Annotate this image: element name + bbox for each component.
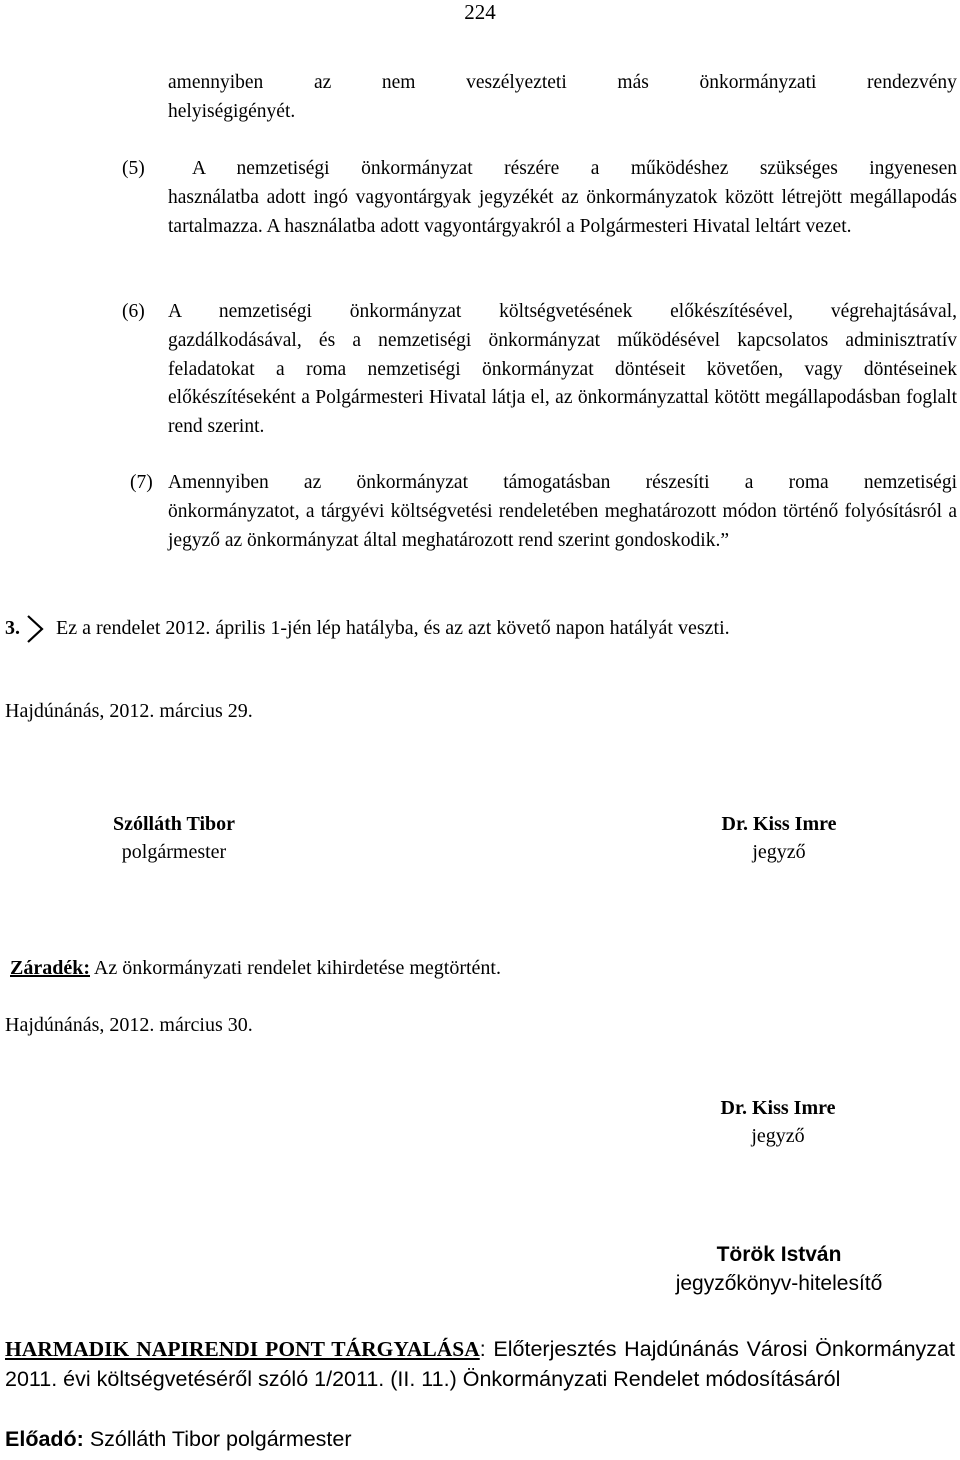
signer-title: jegyző (752, 841, 806, 863)
signer-title: jegyző (751, 1125, 805, 1147)
paragraph-continuation (168, 69, 957, 98)
word: az (313, 72, 332, 93)
word: nem (381, 72, 416, 93)
signer-title: jegyzőkönyv-hitelesítő (675, 1272, 883, 1295)
signature-right (679, 810, 879, 866)
paragraph-7-number: (7) (130, 472, 153, 493)
section-3-text: Ez a rendelet 2012. április 1-jén lép hatályba, és az azt követő napon hatályát veszti. (56, 617, 730, 639)
word: más (617, 72, 649, 93)
paragraph-6-first-line: A nemzetiségi önkormányzat költségvetésének előkészítésével, végrehajtásával, (168, 301, 957, 322)
clause-label: Záradék: (10, 957, 90, 979)
paragraph-5-first-line: A nemzetiségi önkormányzat részére a működéshez szükséges ingyenesen (192, 158, 957, 179)
word: önkormányzati (699, 72, 817, 93)
word: amennyiben (168, 72, 264, 93)
word: rendezvény (867, 72, 957, 93)
agenda-item (5, 1334, 955, 1394)
agenda-heading: HARMADIK NAPIRENDI PONT TÁRGYALÁSA (5, 1337, 480, 1361)
page-number: 224 (464, 0, 496, 24)
signer-name: Török István (716, 1243, 842, 1266)
section-sign-icon (24, 614, 46, 644)
presenter-name: Szólláth Tibor polgármester (83, 1427, 352, 1451)
word: veszélyezteti (466, 72, 567, 93)
signature-left (74, 810, 274, 866)
signer-title: polgármester (121, 841, 227, 863)
agenda-text: Előterjesztés Hajdúnánás Városi Önkormányzat 2011. évi költségvetéséről szóló 1/2011. (II. 11.) Önkormányzati Rendelet módosításáról (5, 1337, 955, 1391)
signer-name: Dr. Kiss Imre (721, 813, 837, 835)
agenda-presenter (5, 1424, 955, 1454)
signer-name: Szólláth Tibor (112, 813, 236, 835)
paragraph-7-first-line: Amennyiben az önkormányzat támogatásban részesíti a roma nemzetiségi (168, 472, 957, 493)
presenter-label: Előadó: (5, 1427, 84, 1451)
paragraph-5-text: használatba adott ingó vagyontárgyak jegyzékét az önkormányzatok között létrejött megállapodás tartalmazza. A használatba adott vagyontárgyakról a Polgármesteri Hivatal leltárt vezet. (168, 187, 957, 237)
signer-name: Dr. Kiss Imre (720, 1097, 836, 1119)
paragraph-7-text: önkormányzatot, a tárgyévi költségvetési rendeletében meghatározott módon történő folyósításról a jegyző az önkormányzat által meghatározott rend szerint gondoskodik.” (168, 501, 957, 551)
section-3-number: 3. (5, 617, 20, 639)
paragraph-continuation-line2: helyiségigényét. (168, 101, 296, 122)
date-2: Hajdúnánás, 2012. március 30. (5, 1014, 253, 1036)
paragraph-6-text: gazdálkodásával, és a nemzetiségi önkormányzat működésével kapcsolatos adminisztratív feladatokat a roma nemzetiségi önkormányzat döntéseit követően, vagy döntéseinek előkészítéseként a Polgármesteri Hivatal látja el, az önkormányzattal kötött megállapodásban foglalt rend szerint. (168, 330, 957, 437)
paragraph-6-number: (6) (122, 301, 145, 322)
section-3 (5, 614, 730, 644)
clause (10, 954, 501, 983)
paragraph-5-number: (5) (122, 158, 145, 179)
clause-text: Az önkormányzati rendelet kihirdetése megtörtént. (90, 957, 501, 979)
signature-authenticator (629, 1240, 929, 1298)
agenda-colon: : (479, 1337, 486, 1361)
date-1: Hajdúnánás, 2012. március 29. (5, 700, 253, 722)
signature-notary (678, 1094, 878, 1150)
